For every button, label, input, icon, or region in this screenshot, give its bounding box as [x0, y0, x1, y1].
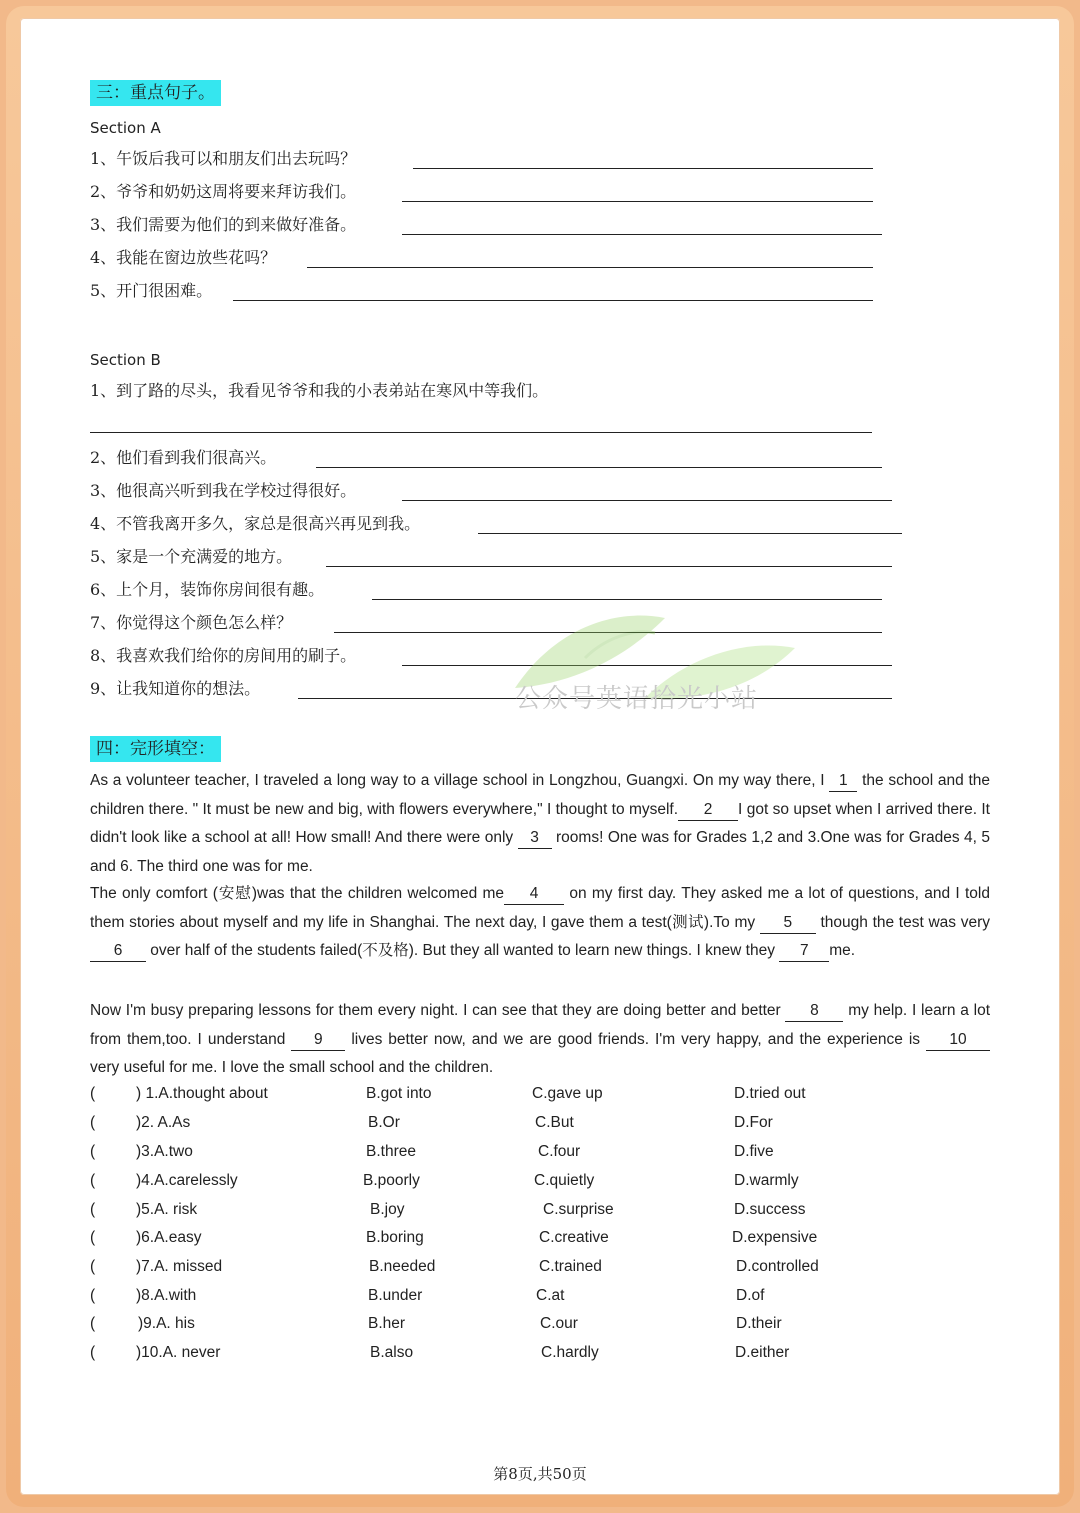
option-c: C.our [540, 1315, 578, 1332]
option-b: B.her [368, 1315, 406, 1332]
blank-4[interactable]: 4 [504, 884, 564, 905]
blank-10[interactable]: 10 [926, 1030, 990, 1051]
answer-paren[interactable]: ( [90, 1344, 96, 1361]
answer-paren[interactable]: ( [90, 1229, 96, 1246]
option-a: ) 1.A.thought about [136, 1085, 268, 1102]
option-b: B.got into [366, 1085, 432, 1102]
option-b: B.boring [366, 1229, 424, 1246]
blank-9[interactable]: 9 [291, 1030, 345, 1051]
cloze-paragraph-1: As a volunteer teacher, I traveled a long way to a village school in Longzhou, Guangxi. On my way there, I 1 the school and the children there. " It must be new and big, with flowers everywhere," I thought to myself. 2 I got so upset when I arrived there. It didn't look like a school at all! How small! And there were only 3 rooms! One was for Grades 1,2 and 3.One was for Grades 4, 5 and 6. The third one was for me. [90, 772, 990, 875]
option-d: D.For [734, 1114, 773, 1131]
section-b-item-8: 8、我喜欢我们给你的房间用的刷子。 [90, 646, 357, 665]
answer-paren[interactable]: ( [90, 1172, 96, 1189]
option-b: B.three [366, 1143, 416, 1160]
option-d: D.tried out [734, 1085, 806, 1102]
option-a: )8.A.with [136, 1287, 197, 1304]
blank-6[interactable]: 6 [90, 941, 146, 962]
option-a: )7.A. missed [136, 1258, 223, 1275]
option-a: )3.A.two [136, 1143, 193, 1160]
option-b: B.needed [369, 1258, 436, 1275]
section-b-item-7: 7、你觉得这个颜色怎么样？ [90, 613, 293, 632]
answer-line[interactable] [478, 533, 902, 534]
option-c: C.hardly [541, 1344, 599, 1361]
answer-line[interactable] [402, 500, 892, 501]
blank-1[interactable]: 1 [829, 771, 857, 792]
option-c: C.But [535, 1114, 574, 1131]
answer-paren[interactable]: ( [90, 1143, 96, 1160]
page-number: 第8页,共50页 [493, 1465, 587, 1483]
answer-line[interactable] [316, 467, 882, 468]
section-a-item-3: 3、我们需要为他们的到来做好准备。 [90, 215, 357, 234]
section-a-item-5: 5、开门很困难。 [90, 281, 213, 300]
option-c: C.creative [539, 1229, 609, 1246]
answer-line[interactable] [307, 267, 873, 268]
option-c: C.trained [539, 1258, 602, 1275]
answer-paren[interactable]: ( [90, 1085, 96, 1102]
option-d: D.five [734, 1143, 774, 1160]
option-d: D.of [736, 1287, 765, 1304]
section-three-title: 三：重点句子。 [90, 80, 221, 106]
blank-5[interactable]: 5 [760, 913, 816, 934]
answer-paren[interactable]: ( [90, 1258, 96, 1275]
option-b: B.Or [368, 1114, 400, 1131]
answer-line[interactable] [402, 201, 873, 202]
option-c: C.quietly [534, 1172, 595, 1189]
blank-8[interactable]: 8 [785, 1001, 843, 1022]
option-b: B.poorly [363, 1172, 420, 1189]
section-a-label: Section A [90, 119, 161, 137]
answer-line[interactable] [233, 300, 873, 301]
blank-2[interactable]: 2 [678, 800, 738, 821]
option-b: B.joy [370, 1201, 405, 1218]
option-a: )5.A. risk [136, 1201, 198, 1218]
option-c: C.surprise [543, 1201, 614, 1218]
option-a: )9.A. his [138, 1315, 195, 1332]
option-d: D.either [735, 1344, 790, 1361]
option-c: C.four [538, 1143, 581, 1160]
option-d: D.success [734, 1201, 806, 1218]
section-b-item-1: 1、到了路的尽头，我看见爷爷和我的小表弟站在寒风中等我们。 [90, 381, 549, 400]
section-b-item-3: 3、他很高兴听到我在学校过得很好。 [90, 481, 357, 500]
blank-7[interactable]: 7 [779, 941, 829, 962]
option-c: C.at [536, 1287, 565, 1304]
answer-paren[interactable]: ( [90, 1287, 96, 1304]
answer-line[interactable] [326, 566, 892, 567]
answer-line[interactable] [90, 432, 872, 433]
option-d: D.warmly [734, 1172, 799, 1189]
answer-paren[interactable]: ( [90, 1201, 96, 1218]
answer-paren[interactable]: ( [90, 1315, 96, 1332]
document-page [20, 18, 1060, 1495]
option-d: D.their [736, 1315, 782, 1332]
option-a: )10.A. never [136, 1344, 221, 1361]
section-b-label: Section B [90, 351, 161, 369]
section-a-item-1: 1、午饭后我可以和朋友们出去玩吗？ [90, 149, 357, 168]
watermark-text: 公众号英语拾光小站 [515, 684, 759, 714]
section-a-item-2: 2、爷爷和奶奶这周将要来拜访我们。 [90, 182, 357, 201]
option-c: C.gave up [532, 1085, 603, 1102]
answer-line[interactable] [413, 168, 873, 169]
option-d: D.expensive [732, 1229, 818, 1246]
section-b-item-2: 2、他们看到我们很高兴。 [90, 448, 277, 467]
option-d: D.controlled [736, 1258, 819, 1275]
option-a: )6.A.easy [136, 1229, 202, 1246]
section-b-item-4: 4、不管我离开多久，家总是很高兴再见到我。 [90, 514, 421, 533]
option-b: B.under [368, 1287, 423, 1304]
option-b: B.also [370, 1344, 414, 1361]
section-four-title: 四：完形填空： [90, 736, 221, 762]
option-a: )4.A.carelessly [136, 1172, 238, 1189]
answer-paren[interactable]: ( [90, 1114, 96, 1131]
option-a: )2. A.As [136, 1114, 191, 1131]
blank-3[interactable]: 3 [518, 828, 552, 849]
section-b-item-9: 9、让我知道你的想法。 [90, 679, 261, 698]
section-a-item-4: 4、我能在窗边放些花吗？ [90, 248, 277, 267]
section-b-item-5: 5、家是一个充满爱的地方。 [90, 547, 293, 566]
answer-line[interactable] [402, 234, 882, 235]
cloze-paragraph-2: The only comfort (安慰)was that the children welcomed me 4 on my first day. They asked me a lot of questions, and I told them stories about myself and my life in Shanghai. The next day, I gave them a test(测试).To my 5 though the test was very 6 over half of the students failed(不及格). But they all wanted to learn new things. I knew they 7 me. [90, 880, 990, 966]
section-b-item-6: 6、上个月，装饰你房间很有趣。 [90, 580, 325, 599]
cloze-paragraph-3: Now I'm busy preparing lessons for them every night. I can see that they are doing better and better 8 my help. I learn a lot from them,too. I understand 9 lives better now, and we are good friends. I'm very happy, and the experience is 10 very useful for me. I love the small school and the children. [90, 1002, 990, 1076]
